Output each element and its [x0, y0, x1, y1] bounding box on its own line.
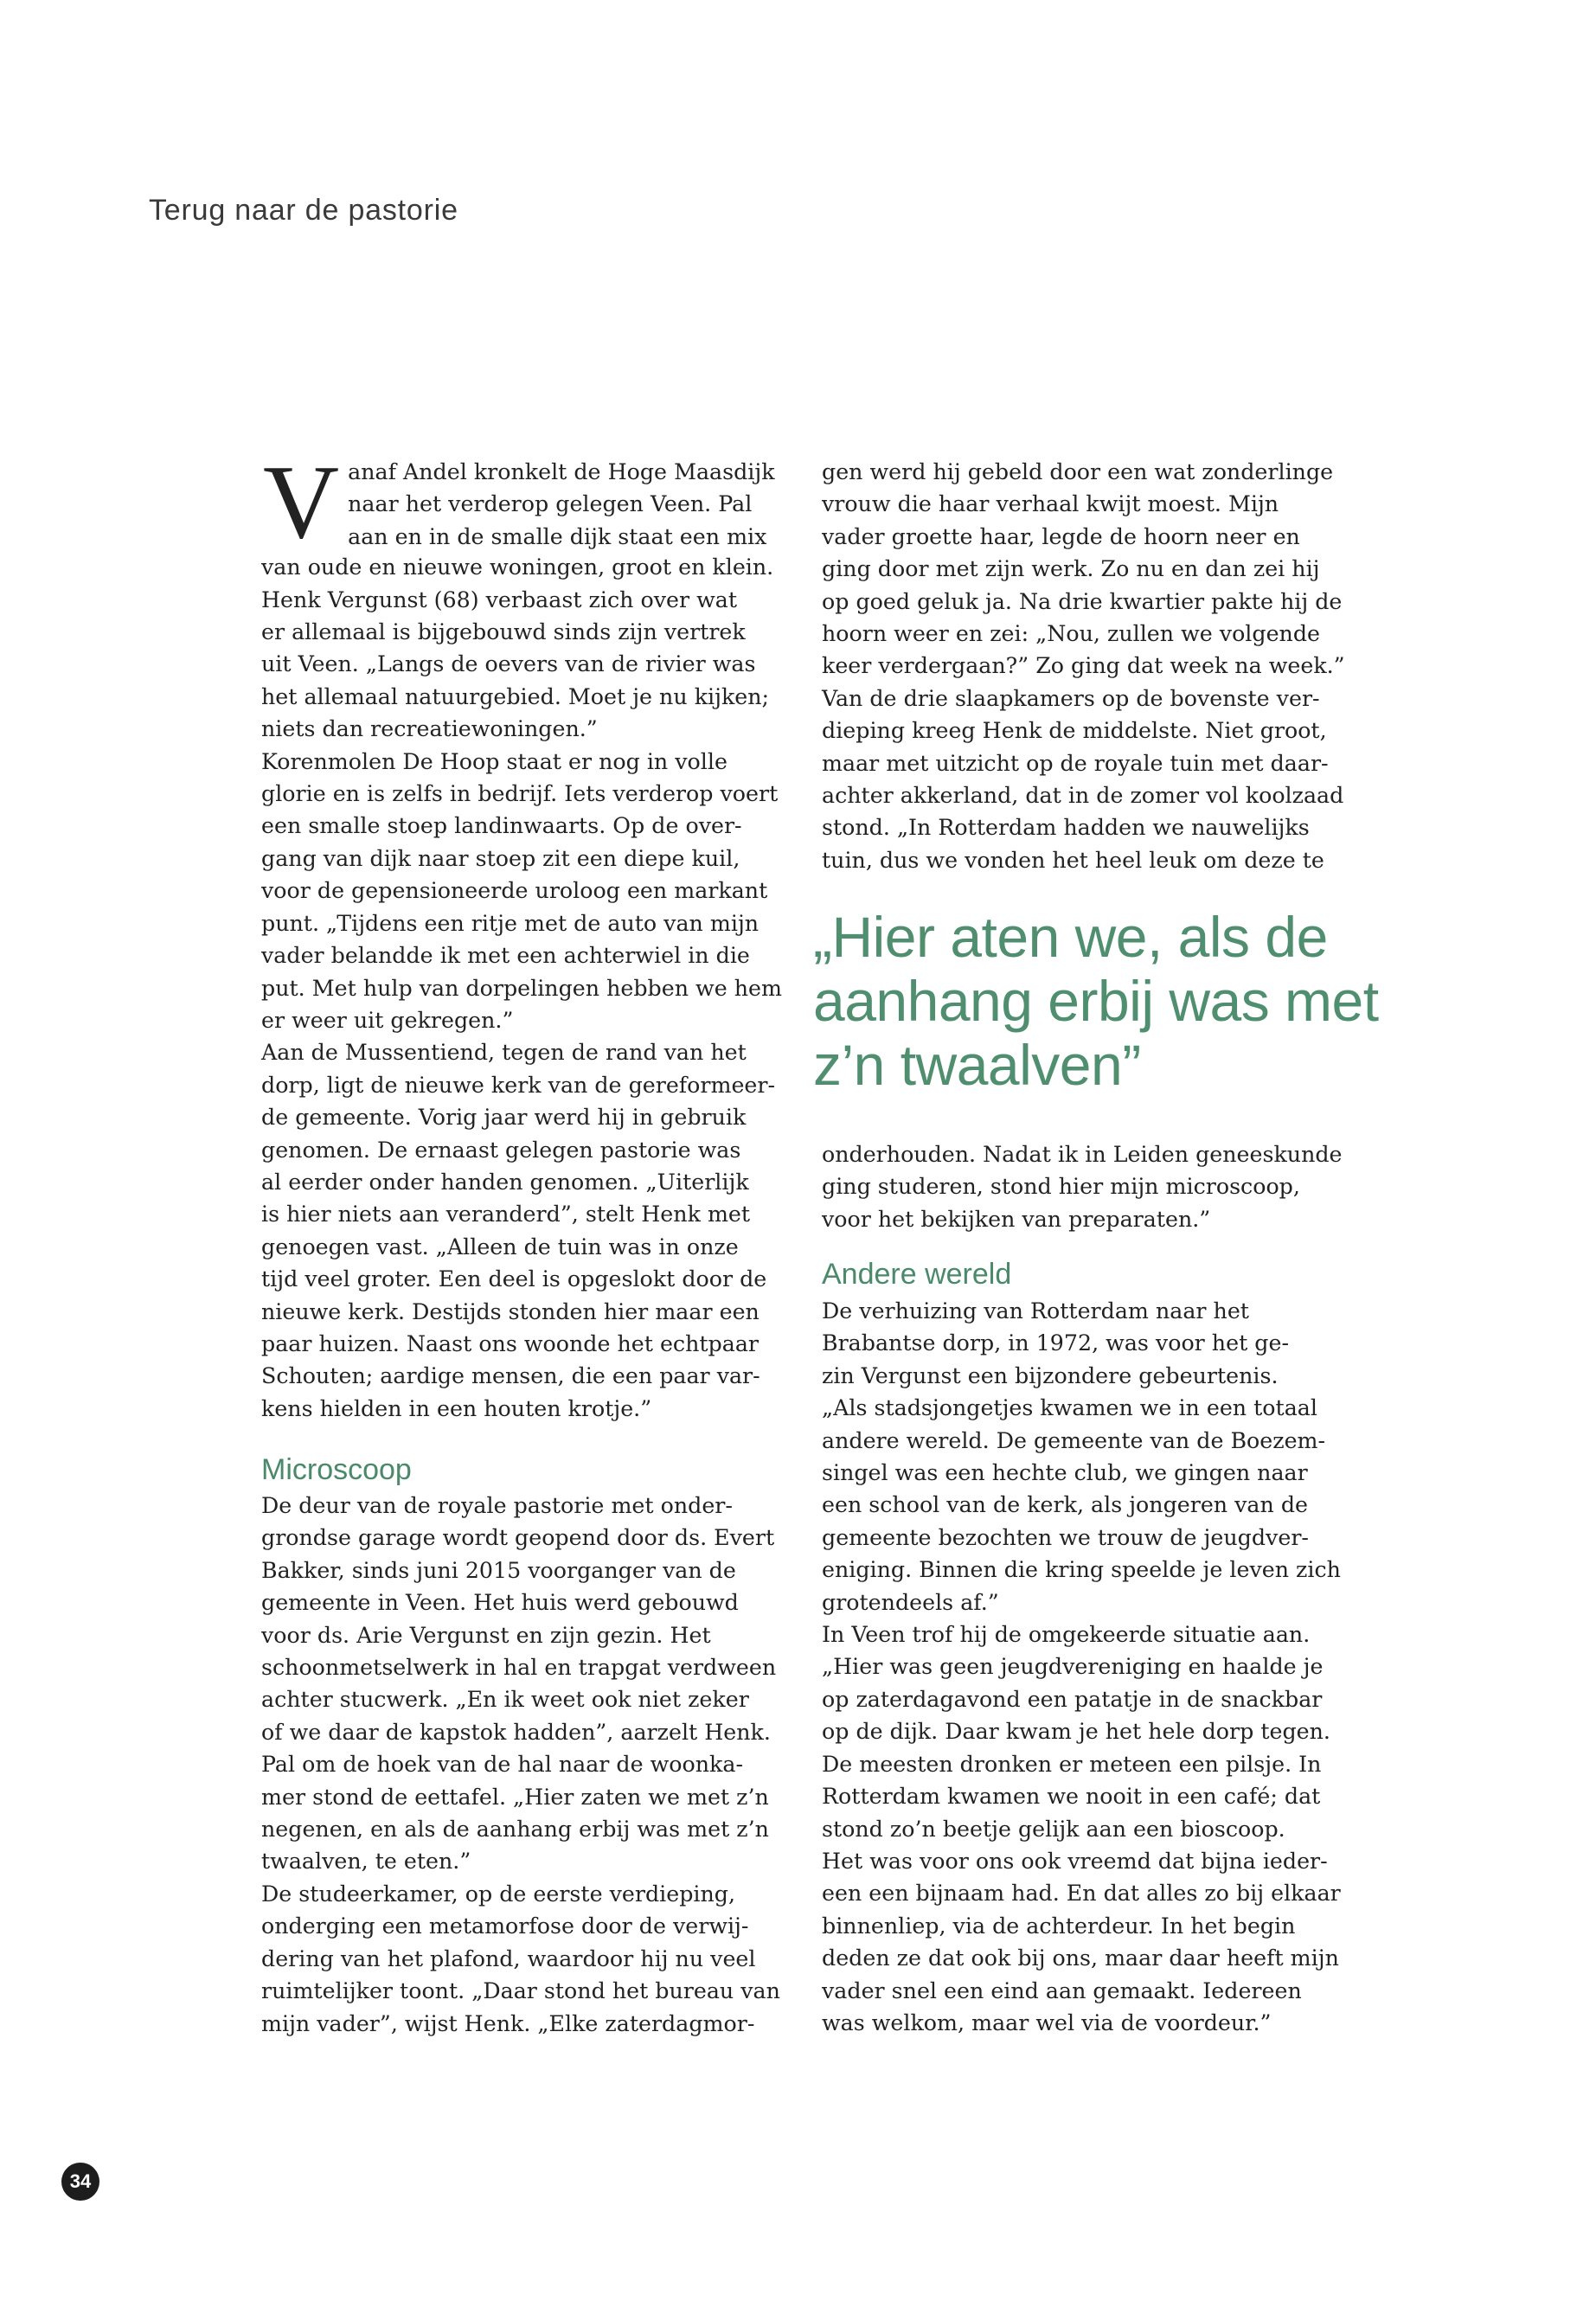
left-body-text — [261, 551, 789, 1425]
text-line: Van de drie slaapkamers op de bovenste ver- — [822, 685, 1320, 711]
text-line: zin Vergunst een bijzondere gebeurtenis. — [822, 1362, 1279, 1388]
text-line: tuin, dus we vonden het heel leuk om deze te — [822, 847, 1324, 873]
text-line: maar met uitzicht op de royale tuin met daar- — [822, 750, 1329, 776]
text-line: In Veen trof hij de omgekeerde situatie aan. — [822, 1622, 1311, 1648]
text-line: onderging een metamorfose door de verwij- — [261, 1913, 749, 1939]
text-line: een school van de kerk, als jongeren van de — [822, 1492, 1309, 1518]
text-line: er weer uit gekregen.” — [261, 1007, 514, 1033]
text-line: binnenliep, via de achterdeur. In het begin — [822, 1913, 1296, 1939]
text-line: De verhuizing van Rotterdam naar het — [822, 1298, 1249, 1324]
running-head: Terug naar de pastorie — [149, 194, 458, 227]
text-line: De studeerkamer, op de eerste verdieping, — [261, 1881, 736, 1907]
text-line: het allemaal natuurgebied. Moet je nu kijken; — [261, 683, 770, 709]
text-line: hoorn weer en zei: „Nou, zullen we volgende — [822, 621, 1321, 647]
text-line: op de dijk. Daar kwam je het hele dorp tegen. — [822, 1719, 1330, 1745]
text-line: keer verdergaan?” Zo ging dat week na week.” — [822, 653, 1345, 679]
right-column-middle — [822, 1138, 1349, 1235]
text-line: genomen. De ernaast gelegen pastorie was — [261, 1137, 741, 1163]
text-line: ruimtelijker toont. „Daar stond het bureau van — [261, 1978, 780, 2004]
subhead-andere-wereld: Andere wereld — [822, 1258, 1012, 1291]
text-line: kens hielden in een houten krotje.” — [261, 1395, 652, 1421]
page-number: 34 — [61, 2163, 99, 2201]
text-line: Korenmolen De Hoop staat er nog in volle — [261, 748, 727, 774]
right-body-text-1 — [822, 456, 1349, 876]
text-line: gemeente in Veen. Het huis werd gebouwd — [261, 1590, 739, 1616]
text-line: dieping kreeg Henk de middelste. Niet groot, — [822, 718, 1327, 744]
text-line: Rotterdam kwamen we nooit in een café; dat — [822, 1784, 1321, 1810]
text-line: dering van het plafond, waardoor hij nu veel — [261, 1945, 756, 1971]
text-line: grondse garage wordt geopend door ds. Evert — [261, 1525, 775, 1551]
text-line: Brabantse dorp, in 1972, was voor het ge- — [822, 1330, 1289, 1356]
text-line: schoonmetselwerk in hal en trapgat verdween — [261, 1655, 777, 1681]
text-line: Aan de Mussentiend, tegen de rand van het — [261, 1040, 747, 1066]
pull-quote-line: „Hier aten we, als de — [813, 905, 1328, 969]
text-line: Het was voor ons ook vreemd dat bijna ieder- — [822, 1848, 1328, 1874]
text-line: negenen, en als de aanhang erbij was met z’n — [261, 1817, 769, 1843]
text-line: vader belandde ik met een achterwiel in die — [261, 943, 750, 969]
text-line: paar huizen. Naast ons woonde het echtpaar — [261, 1330, 759, 1356]
left-body-text-2 — [261, 1490, 789, 2040]
text-line: singel was een hechte club, we gingen naar — [822, 1460, 1308, 1486]
intro-lines — [261, 444, 789, 561]
text-line: was welkom, maar wel via de voordeur.” — [822, 2009, 1272, 2035]
text-line: Pal om de hoek van de hal naar de woonka- — [261, 1752, 744, 1778]
text-line: genoegen vast. „Alleen de tuin was in onze — [261, 1234, 739, 1259]
right-column-bottom — [822, 1295, 1349, 2039]
text-line: ging studeren, stond hier mijn microscoop, — [822, 1174, 1300, 1200]
text-line: grotendeels af.” — [822, 1589, 999, 1615]
text-line: twaalven, te eten.” — [261, 1849, 471, 1875]
subhead-microscoop: Microscoop — [261, 1453, 412, 1486]
left-column-continued — [261, 1490, 789, 2040]
text-line: mer stond de eettafel. „Hier zaten we met z’n — [261, 1784, 769, 1810]
text-line: een een bijnaam had. En dat alles zo bij elkaar — [822, 1881, 1341, 1907]
text-line: de gemeente. Vorig jaar werd hij in gebruik — [261, 1105, 747, 1131]
text-line: punt. „Tijdens een ritje met de auto van mijn — [261, 910, 760, 936]
right-body-text-3 — [822, 1295, 1349, 2039]
text-line: deden ze dat ook bij ons, maar daar heeft mijn — [822, 1945, 1339, 1971]
text-line: ging door met zijn werk. Zo nu en dan zei hij — [822, 556, 1320, 582]
text-line: vrouw die haar verhaal kwijt moest. Mijn — [822, 491, 1279, 517]
text-line: De meesten dronken er meteen een pilsje. In — [822, 1751, 1322, 1777]
text-line: stond zo’n beetje gelijk aan een bioscoop. — [822, 1816, 1285, 1842]
text-line: Bakker, sinds juni 2015 voorganger van de — [261, 1557, 736, 1583]
text-line: of we daar de kapstok hadden”, aarzelt Henk. — [261, 1719, 771, 1745]
pull-quote — [813, 905, 1379, 1097]
text-line: van oude en nieuwe woningen, groot en klein. — [261, 554, 774, 580]
text-line: voor het bekijken van preparaten.” — [822, 1206, 1211, 1232]
dropcap: V — [263, 444, 340, 561]
text-line: op zaterdagavond een patatje in de snackbar — [822, 1686, 1323, 1712]
text-line: vader groette haar, legde de hoorn neer en — [822, 523, 1300, 549]
text-line: voor ds. Arie Vergunst en zijn gezin. Het — [261, 1622, 711, 1648]
text-line: naar het verderop gelegen Veen. Pal — [348, 491, 753, 517]
text-line: put. Met hulp van dorpelingen hebben we hem — [261, 975, 782, 1001]
text-line: op goed geluk ja. Na drie kwartier pakte hij de — [822, 588, 1343, 614]
text-line: Schouten; aardige mensen, die een paar var- — [261, 1363, 760, 1389]
text-line: mijn vader”, wijst Henk. „Elke zaterdagmor- — [261, 2010, 755, 2036]
text-line: „Als stadsjongetjes kwamen we in een totaal — [822, 1395, 1317, 1421]
text-line: andere wereld. De gemeente van de Boezem- — [822, 1427, 1326, 1453]
text-line: Henk Vergunst (68) verbaast zich over wat — [261, 586, 737, 612]
text-line: stond. „In Rotterdam hadden we nauwelijks — [822, 815, 1310, 841]
text-line: is hier niets aan veranderd”, stelt Henk met — [261, 1202, 751, 1227]
pull-quote-line: aanhang erbij was met — [813, 969, 1379, 1033]
text-line: voor de gepensioneerde uroloog een markant — [261, 878, 768, 904]
text-line: eniging. Binnen die kring speelde je leven zich — [822, 1557, 1341, 1583]
text-line: gemeente bezochten we trouw de jeugdver- — [822, 1524, 1309, 1550]
text-line: niets dan recreatiewoningen.” — [261, 716, 598, 742]
text-line: glorie en is zelfs in bedrijf. Iets verderop voert — [261, 781, 779, 807]
text-line: gen werd hij gebeld door een wat zonderlinge — [822, 459, 1334, 484]
text-line: De deur van de royale pastorie met onder- — [261, 1493, 733, 1518]
text-line: een smalle stoep landinwaarts. Op de over- — [261, 813, 742, 839]
text-line: tijd veel groter. Een deel is opgeslokt door de — [261, 1266, 767, 1292]
text-line: uit Veen. „Langs de oevers van de rivier was — [261, 651, 756, 677]
text-line: nieuwe kerk. Destijds stonden hier maar een — [261, 1298, 760, 1324]
text-line: achter stucwerk. „En ik weet ook niet zeker — [261, 1687, 749, 1713]
text-line: vader snel een eind aan gemaakt. Iedereen — [822, 1977, 1302, 2003]
left-column — [261, 444, 789, 1425]
text-line: gang van dijk naar stoep zit een diepe kuil, — [261, 845, 740, 871]
text-line: al eerder onder handen genomen. „Uiterlijk — [261, 1169, 749, 1195]
intro-paragraph — [261, 444, 789, 561]
text-line: onderhouden. Nadat ik in Leiden geneeskunde — [822, 1142, 1343, 1167]
text-line: er allemaal is bijgebouwd sinds zijn vertrek — [261, 619, 746, 645]
text-line: „Hier was geen jeugdvereniging en haalde je — [822, 1654, 1324, 1680]
text-line: achter akkerland, dat in de zomer vol koolzaad — [822, 783, 1344, 809]
right-column-top — [822, 456, 1349, 876]
pull-quote-line: z’n twaalven” — [813, 1033, 1141, 1097]
text-line: aan en in de smalle dijk staat een mix — [348, 523, 767, 549]
right-body-text-2 — [822, 1138, 1349, 1235]
text-line: dorp, ligt de nieuwe kerk van de gereformeer- — [261, 1072, 776, 1098]
text-line: anaf Andel kronkelt de Hoge Maasdijk — [348, 459, 775, 484]
